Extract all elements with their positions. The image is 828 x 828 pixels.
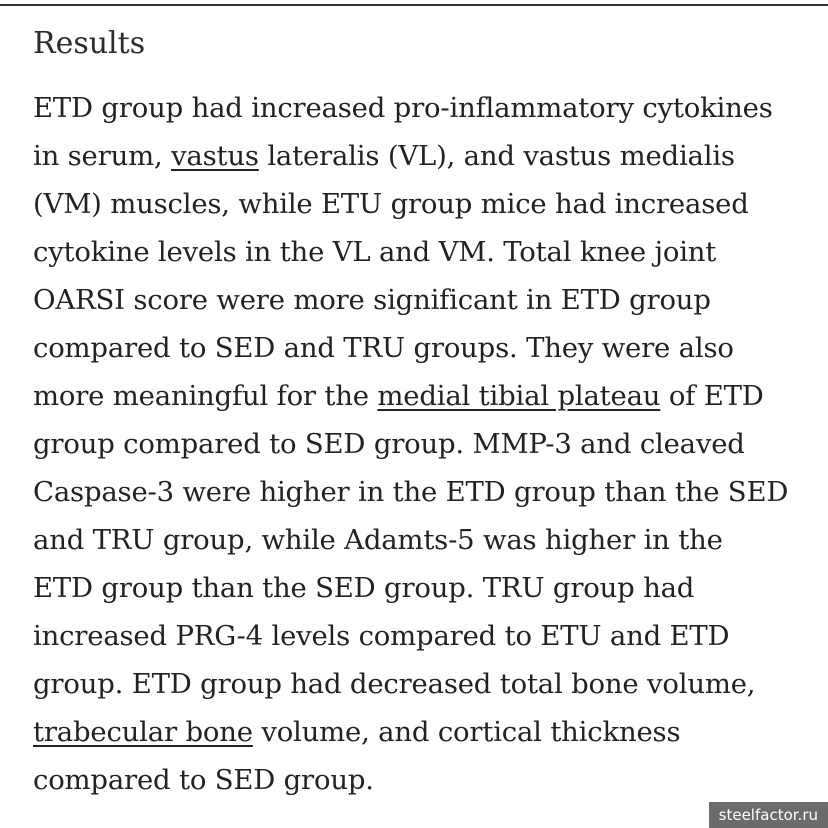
text-segment: in serum, — [33, 140, 172, 172]
text-line — [33, 420, 803, 468]
text-line — [33, 564, 803, 612]
text-line — [33, 516, 803, 564]
text-segment: (VM) muscles, while ETU group mice had increased — [33, 188, 749, 220]
text-line — [33, 276, 803, 324]
text-segment: increased PRG-4 levels compared to ETU and ETD — [33, 620, 730, 652]
watermark: steelfactor.ru — [709, 802, 828, 828]
text-segment: of ETD — [660, 380, 764, 412]
top-divider — [0, 4, 828, 6]
text-segment: ETD group than the SED group. TRU group had — [33, 572, 695, 604]
text-segment: Caspase-3 were higher in the ETD group than the SED — [33, 476, 789, 508]
text-line — [33, 132, 803, 180]
text-line — [33, 756, 803, 804]
text-line — [33, 612, 803, 660]
text-line — [33, 660, 803, 708]
text-segment: OARSI score were more significant in ETD group — [33, 284, 711, 316]
text-line — [33, 228, 803, 276]
text-segment: and TRU group, while Adamts-5 was higher in the — [33, 524, 723, 556]
text-line — [33, 708, 803, 756]
text-segment: compared to SED group. — [33, 764, 374, 796]
glossary-term-link[interactable]: vastus — [171, 140, 259, 172]
glossary-term-link[interactable]: medial tibial plateau — [377, 380, 661, 412]
text-line — [33, 84, 803, 132]
text-line — [33, 324, 803, 372]
text-segment: group. ETD group had decreased total bone volume, — [33, 668, 756, 700]
text-line — [33, 372, 803, 420]
text-segment: ETD group had increased pro-inflammatory cytokines — [33, 92, 773, 124]
section-heading: Results — [33, 26, 146, 61]
text-segment: group compared to SED group. MMP-3 and cleaved — [33, 428, 745, 460]
text-segment: compared to SED and TRU groups. They were also — [33, 332, 734, 364]
text-segment: volume, and cortical thickness — [252, 716, 681, 748]
glossary-term-link[interactable]: trabecular bone — [33, 716, 253, 748]
text-line — [33, 180, 803, 228]
text-segment: lateralis (VL), and vastus medialis — [258, 140, 735, 172]
results-paragraph — [33, 84, 803, 804]
text-segment: cytokine levels in the VL and VM. Total knee joint — [33, 236, 717, 268]
text-segment: more meaningful for the — [33, 380, 378, 412]
text-line — [33, 468, 803, 516]
